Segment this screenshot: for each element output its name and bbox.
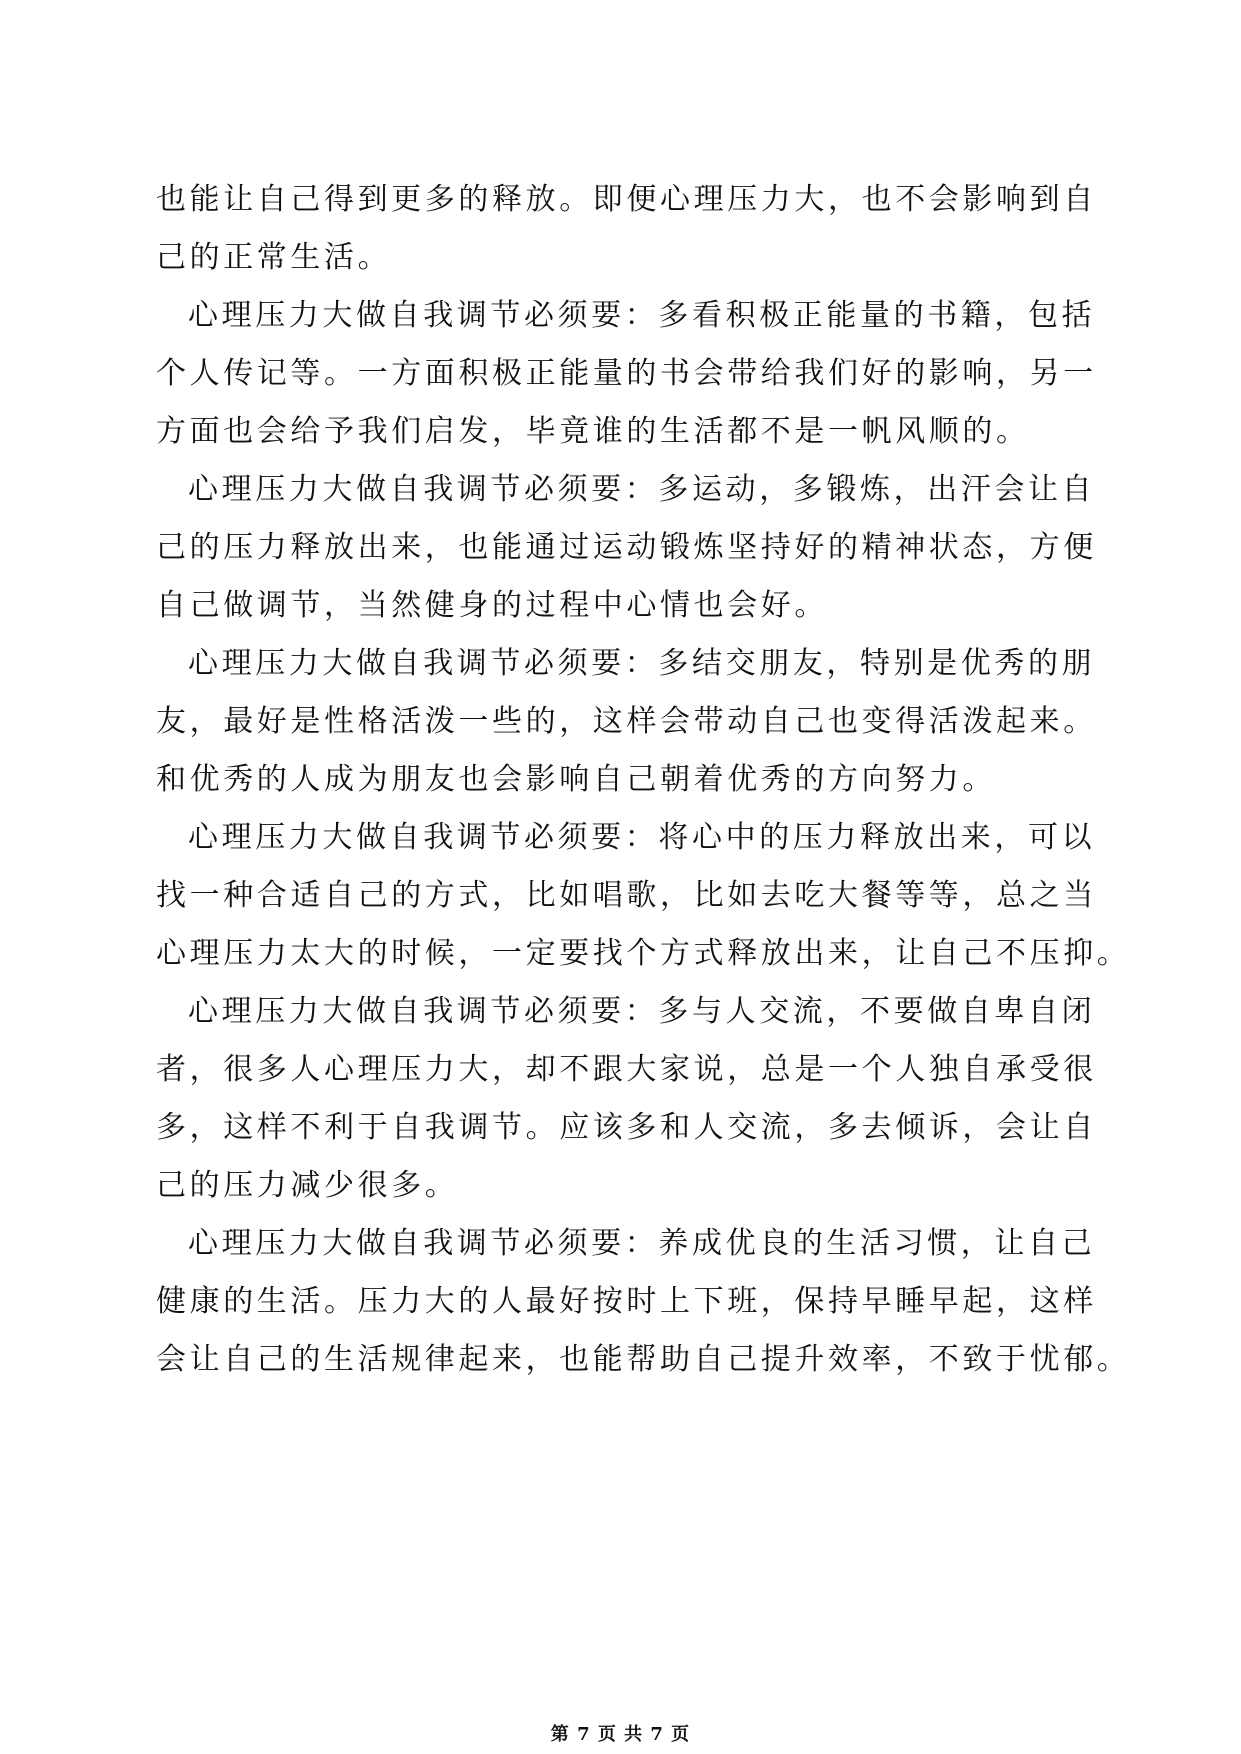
text-line: 己的压力释放出来，也能通过运动锻炼坚持好的精神状态，方便 [156,530,1097,565]
text-line: 多，这样不利于自我调节。应该多和人交流，多去倾诉，会让自 [156,1110,1097,1145]
text-line: 健康的生活。压力大的人最好按时上下班，保持早睡早起，这样 [156,1284,1097,1319]
paragraph-start-line: 心理压力大做自我调节必须要：多结交朋友，特别是优秀的朋 [188,646,1096,681]
page-number-footer: 第 7 页 共 7 页 [550,1724,691,1745]
text-line: 自己做调节，当然健身的过程中心情也会好。 [156,588,828,623]
paragraph-start-line: 心理压力大做自我调节必须要：将心中的压力释放出来，可以 [188,820,1096,855]
paragraph-start-line: 心理压力大做自我调节必须要：多看积极正能量的书籍，包括 [188,298,1096,333]
text-line: 也能让自己得到更多的释放。即便心理压力大，也不会影响到自 [156,182,1097,217]
paragraph-start-line: 心理压力大做自我调节必须要：养成优良的生活习惯，让自己 [188,1226,1096,1261]
text-line: 找一种合适自己的方式，比如唱歌，比如去吃大餐等等，总之当 [156,878,1097,913]
text-line: 者，很多人心理压力大，却不跟大家说，总是一个人独自承受很 [156,1052,1097,1087]
text-line: 个人传记等。一方面积极正能量的书会带给我们好的影响，另一 [156,356,1097,391]
text-line: 己的正常生活。 [156,240,392,275]
text-line: 会让自己的生活规律起来，也能帮助自己提升效率，不致于忧郁。 [156,1342,1131,1377]
text-line: 和优秀的人成为朋友也会影响自己朝着优秀的方向努力。 [156,762,996,797]
text-line: 己的压力减少很多。 [156,1168,459,1203]
paragraph-start-line: 心理压力大做自我调节必须要：多运动，多锻炼，出汗会让自 [188,472,1096,507]
text-line: 方面也会给予我们启发，毕竟谁的生活都不是一帆风顺的。 [156,414,1030,449]
text-line: 友，最好是性格活泼一些的，这样会带动自己也变得活泼起来。 [156,704,1097,739]
paragraph-start-line: 心理压力大做自我调节必须要：多与人交流，不要做自卑自闭 [188,994,1096,1029]
text-line: 心理压力太大的时候，一定要找个方式释放出来，让自己不压抑。 [156,936,1131,971]
